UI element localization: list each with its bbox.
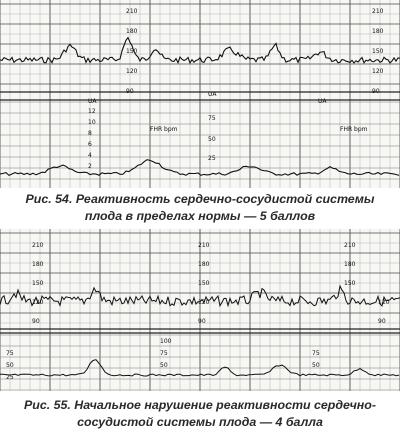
svg-text:180: 180	[344, 261, 356, 268]
svg-text:6: 6	[88, 141, 92, 148]
svg-text:12: 12	[88, 108, 96, 115]
svg-text:180: 180	[126, 28, 138, 35]
svg-text:50: 50	[6, 362, 14, 369]
svg-text:8: 8	[88, 130, 92, 137]
ctg-grid	[0, 229, 400, 391]
svg-text:UA: UA	[208, 91, 217, 98]
svg-text:180: 180	[32, 261, 44, 268]
svg-text:120: 120	[372, 68, 384, 75]
svg-text:75: 75	[312, 350, 320, 357]
svg-text:50: 50	[208, 136, 216, 143]
svg-text:210: 210	[372, 8, 384, 15]
svg-text:10: 10	[88, 119, 96, 126]
caption-line: Рис. 54. Реактивность сердечно-сосудистой системы	[25, 192, 375, 206]
svg-text:150: 150	[126, 48, 138, 55]
svg-text:25: 25	[208, 155, 216, 162]
svg-text:2: 2	[88, 163, 92, 170]
svg-text:UA: UA	[88, 98, 97, 105]
svg-text:150: 150	[372, 48, 384, 55]
ctg-strip-figure-54	[0, 0, 400, 188]
svg-text:210: 210	[126, 8, 138, 15]
svg-text:120: 120	[32, 299, 44, 306]
svg-text:75: 75	[6, 350, 14, 357]
svg-text:120: 120	[126, 68, 138, 75]
svg-text:150: 150	[344, 280, 356, 287]
svg-text:210: 210	[198, 242, 210, 249]
svg-text:210: 210	[32, 242, 44, 249]
caption-line: плода в пределах нормы — 5 баллов	[84, 209, 316, 223]
figure-54-caption	[0, 191, 400, 225]
svg-text:90: 90	[378, 318, 386, 325]
svg-text:90: 90	[372, 88, 380, 95]
figure-55-caption	[0, 397, 400, 431]
svg-text:210: 210	[344, 242, 356, 249]
svg-text:120: 120	[378, 299, 390, 306]
caption-line: сосудистой системы плода — 4 балла	[77, 415, 323, 429]
svg-text:90: 90	[32, 318, 40, 325]
svg-text:75: 75	[160, 350, 168, 357]
svg-text:FHR bpm: FHR bpm	[150, 126, 178, 133]
svg-text:150: 150	[32, 280, 44, 287]
svg-text:25: 25	[6, 374, 14, 381]
svg-text:90: 90	[126, 88, 134, 95]
svg-text:120: 120	[198, 299, 210, 306]
ctg-strip-figure-55	[0, 229, 400, 391]
svg-text:UA: UA	[318, 98, 327, 105]
caption-line: Рис. 55. Начальное нарушение реактивности сердечно-	[24, 398, 376, 412]
svg-text:50: 50	[160, 362, 168, 369]
svg-text:50: 50	[312, 362, 320, 369]
svg-text:180: 180	[372, 28, 384, 35]
svg-text:90: 90	[198, 318, 206, 325]
svg-text:150: 150	[198, 280, 210, 287]
svg-text:4: 4	[88, 152, 92, 159]
svg-text:FHR bpm: FHR bpm	[340, 126, 368, 133]
svg-text:75: 75	[208, 115, 216, 122]
ctg-grid	[0, 0, 400, 188]
svg-text:100: 100	[160, 338, 172, 345]
svg-text:180: 180	[198, 261, 210, 268]
